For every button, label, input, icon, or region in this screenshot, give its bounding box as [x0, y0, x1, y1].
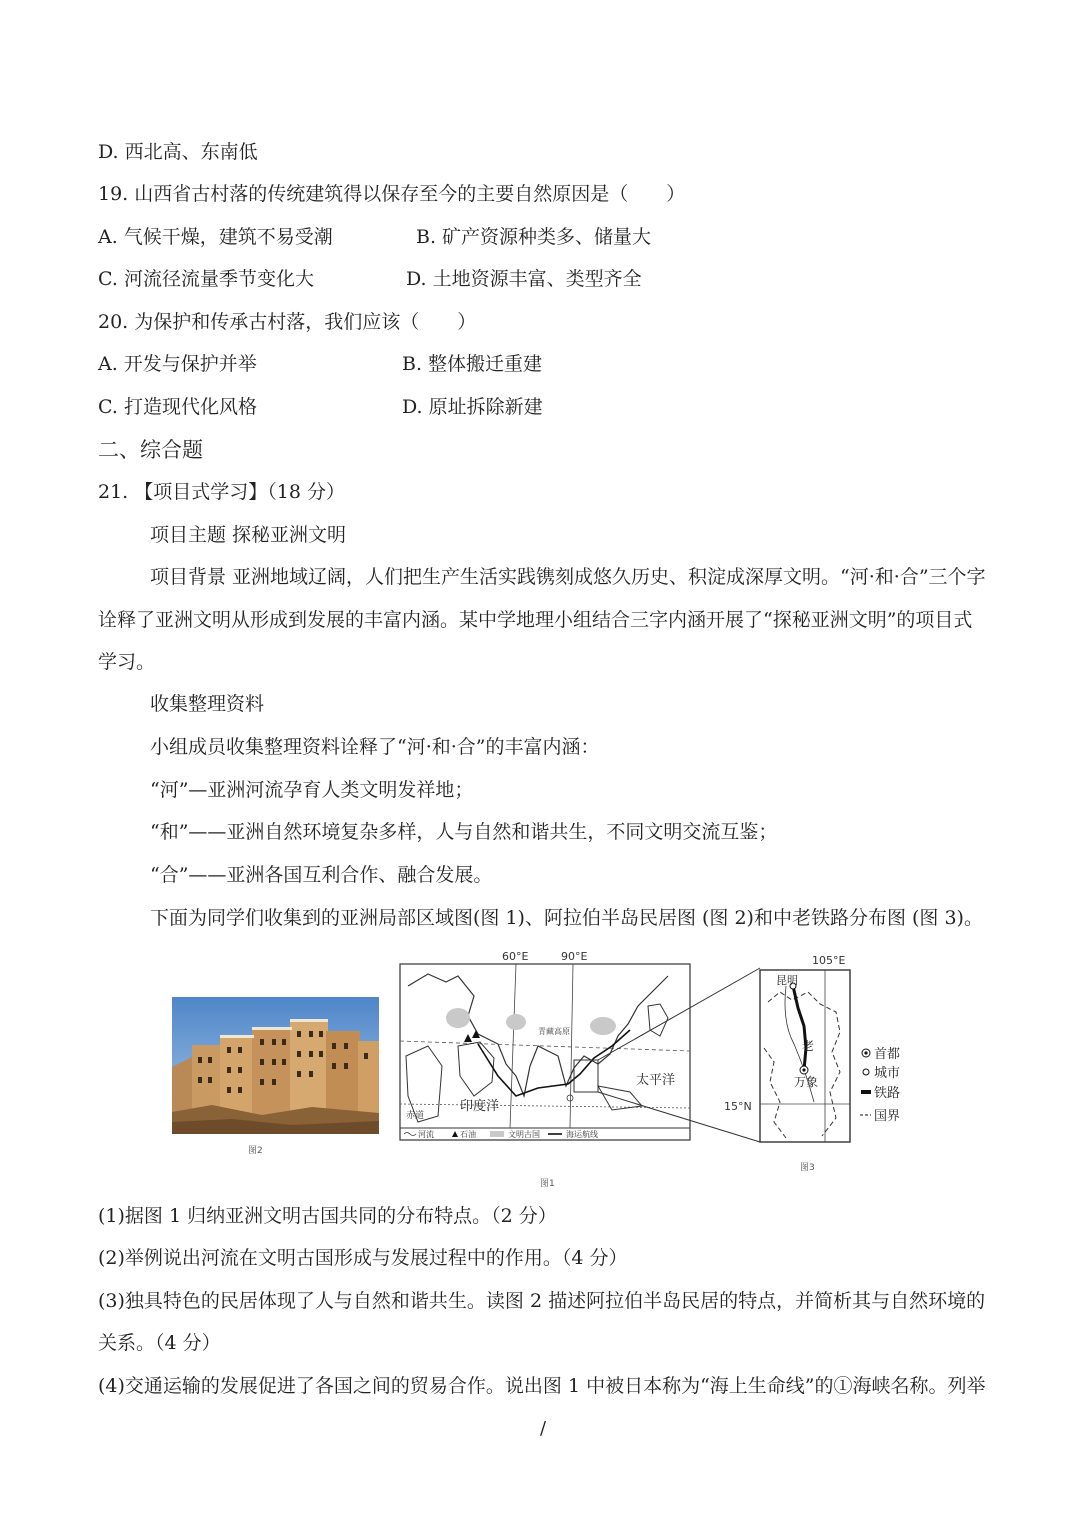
vientiane-label: 万象: [794, 1075, 819, 1089]
section-title: 二、综合题: [98, 438, 203, 462]
q19-option-b: B. 矿产资源种类多、储量大: [416, 226, 652, 248]
figure2-photo: [172, 997, 379, 1134]
q21-sub3-line2: 关系。（4 分）: [98, 1332, 221, 1354]
legend-civ-symbol: [490, 1131, 504, 1137]
q19-stem: 19. 山西省古村落的传统建筑得以保存至今的主要自然原因是（ ）: [98, 183, 686, 205]
q20-option-d: D. 原址拆除新建: [402, 396, 543, 418]
legend-route-label: 海运航线: [566, 1130, 598, 1139]
legend-border-label: 国界: [874, 1109, 901, 1124]
q19-option-a: A. 气候干燥，建筑不易受潮: [98, 226, 333, 248]
legend-capital-dot: [864, 1051, 867, 1054]
figure3-map: [690, 952, 920, 1157]
legend-river-label: 河流: [418, 1130, 434, 1139]
pacific-label: 太平洋: [636, 1073, 676, 1088]
q21-background-line2: 诠释了亚洲文明从形成到发展的丰富内涵。某中学地理小组结合三字内涵开展了“探秘亚洲文明”的项目式: [98, 609, 973, 631]
equator-label: 赤道: [406, 1111, 425, 1121]
legend-city-label: 城市: [874, 1066, 901, 1081]
q21-collect-title: 收集整理资料: [150, 693, 265, 715]
lon-60e-label: 60°E: [502, 950, 529, 963]
q21-sub1: (1)据图 1 归纳亚洲文明古国共同的分布特点。（2 分）: [98, 1205, 557, 1227]
q21-he-harmony: “和”——亚洲自然环境复杂多样，人与自然和谐共生，不同文明交流互鉴；: [150, 821, 778, 843]
q21-sub4: (4)交通运输的发展促进了各国之间的贸易合作。说出图 1 中被日本称为“海上生命线”的①海峡名称。列举: [98, 1375, 986, 1397]
legend-oil-label: 石油: [460, 1130, 476, 1139]
q20-stem: 20. 为保护和传承古村落，我们应该（ ）: [98, 311, 477, 333]
q21-theme: 项目主题 探秘亚洲文明: [150, 524, 347, 546]
legend-civ-label: 文明古国: [508, 1130, 540, 1139]
q21-he-river: “河”—亚洲河流孕育人类文明发祥地；: [150, 779, 474, 801]
civ-mesopotamia-shade: [446, 1008, 470, 1028]
q21-figures-intro: 下面为同学们收集到的亚洲局部区域图(图 1)、阿拉伯半岛民居图 (图 2)和中老铁路分布图 (图 3)。: [150, 907, 983, 929]
indian-label: 印度洋: [460, 1099, 500, 1114]
q21-header: 21. 【项目式学习】（18 分）: [98, 481, 345, 503]
q21-he-union: “合”——亚洲各国互利合作、融合发展。: [150, 864, 493, 886]
vientiane-marker-dot: [802, 1068, 805, 1071]
q21-sub3-line1: (3)独具特色的民居体现了人与自然和谐共生。读图 2 描述阿拉伯半岛民居的特点，并简析其与自然环境的: [98, 1290, 986, 1312]
lat-15n-label: 15°N: [724, 1100, 752, 1113]
q20-option-a: A. 开发与保护并举: [98, 353, 257, 375]
q20-option-b: B. 整体搬迁重建: [402, 353, 543, 375]
q21-sub2: (2)举例说出河流在文明古国形成与发展过程中的作用。（4 分）: [98, 1247, 628, 1269]
q21-collect-intro: 小组成员收集整理资料诠释了“河·和·合”的丰富内涵：: [150, 736, 600, 758]
legend-capital-label: 首都: [874, 1047, 901, 1062]
figure2-caption: 图2: [248, 1146, 263, 1156]
page-footer-mark: /: [540, 1418, 547, 1439]
q21-background-line1: 项目背景 亚洲地域辽阔，人们把生产生活实践镌刻成悠久历史、积淀成深厚文明。“河·和·合”三个字: [150, 566, 986, 588]
legend-rail-label: 铁路: [874, 1086, 901, 1101]
q19-option-d: D. 土地资源丰富、类型齐全: [406, 268, 642, 290]
q21-background-line3: 学习。: [98, 651, 156, 673]
civ-india-shade: [506, 1014, 526, 1030]
arabian-dwelling-illustration: [172, 997, 379, 1134]
q18-option-d: D. 西北高、东南低: [98, 141, 258, 163]
figure1-caption: 图1: [540, 1179, 555, 1189]
laos-label: 老: [802, 1039, 815, 1053]
legend-city-symbol: [863, 1069, 869, 1075]
legend-rail-symbol: [861, 1090, 871, 1094]
q20-option-c: C. 打造现代化风格: [98, 396, 257, 418]
lon-105e-label: 105°E: [812, 954, 846, 967]
figure3-caption: 图3: [800, 1163, 815, 1173]
lon-90e-label: 90°E: [561, 950, 588, 963]
kunming-label: 昆明: [776, 974, 798, 987]
plateau-label: 青藏高原: [538, 1027, 570, 1036]
q19-option-c: C. 河流径流量季节变化大: [98, 268, 314, 290]
